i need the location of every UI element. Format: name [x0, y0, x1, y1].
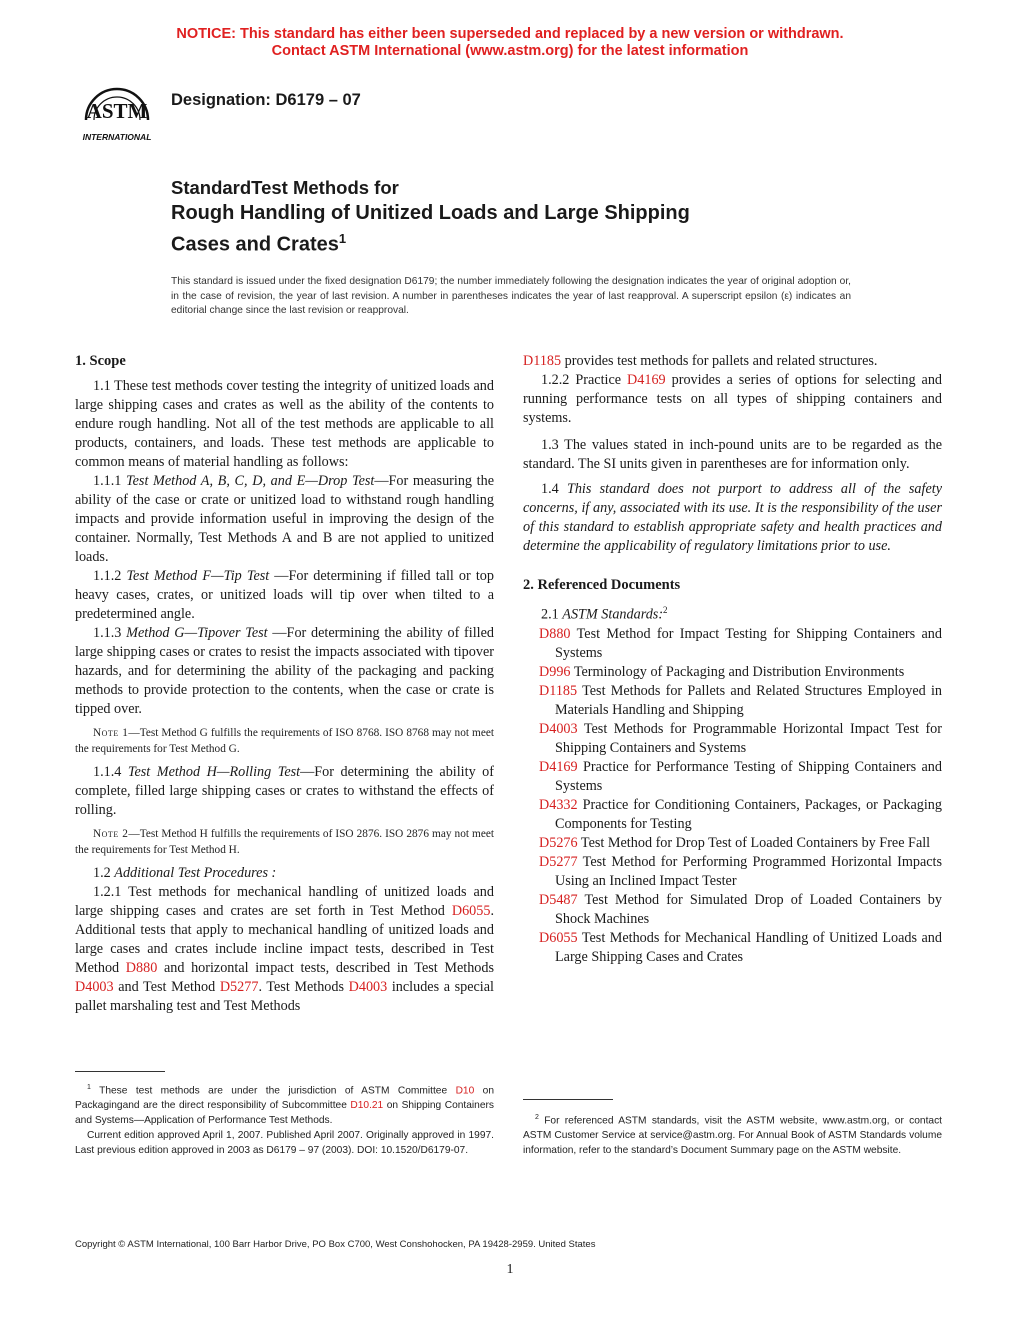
ref-link-d5277[interactable]: D5277	[219, 979, 259, 995]
para-1-2-2	[523, 371, 942, 428]
para-1-2-1-part-e: . Test Methods	[258, 979, 349, 995]
footnote-1-mark: 1	[87, 1084, 91, 1091]
note-1-label: Note 1	[93, 727, 129, 739]
ref-link-d4003[interactable]: D4003	[348, 979, 388, 995]
title-line-2: Rough Handling of Unitized Loads and Large Shipping	[171, 202, 690, 224]
para-1-1-3	[75, 624, 494, 719]
notice-line-1: NOTICE: This standard has either been superseded and replaced by a new version or withdrawn.	[176, 26, 844, 42]
reference-item	[523, 720, 942, 758]
para-1-1-2	[75, 567, 494, 624]
para-1-1-3-num: 1.1.3	[93, 625, 127, 641]
logo-letters: ASTM	[86, 99, 148, 123]
para-2-1-footnote-mark: 2	[663, 605, 668, 615]
para-1-2-num: 1.2	[93, 865, 115, 881]
section-2-heading: 2. Referenced Documents	[523, 577, 681, 593]
document-title	[171, 176, 871, 258]
para-1-2-1	[75, 883, 494, 1016]
para-1-1-2-text: —For determining if filled tall or top heavy cases, crates, or unitized loads will tip over when tilted to a predetermined angle.	[75, 568, 494, 622]
para-1-1-1-title: Test Method A, B, C, D, and E—Drop Test	[126, 473, 375, 489]
para-2-1-num: 2.1	[541, 606, 563, 623]
para-1-1-4-text: —For determining the ability of complete, filled large shipping cases or crates to withstand the effects of rolling.	[75, 764, 494, 818]
para-1-1-2-title: Test Method F—Tip Test	[126, 568, 270, 584]
ref-title: Test Method for Simulated Drop of Loaded Containers by Shock Machines	[555, 891, 942, 927]
reference-item	[523, 663, 942, 682]
ref-title: Test Methods for Pallets and Related Structures Employed in Materials Handling and Shipping	[555, 682, 942, 718]
footnote-rule-left	[75, 1071, 165, 1072]
designation: Designation: D6179 – 07	[171, 91, 361, 109]
title-line-3	[171, 226, 871, 258]
ref-title: Practice for Performance Testing of Shipping Containers and Systems	[555, 758, 942, 794]
para-2-1	[523, 601, 942, 625]
note-2-label: Note 2	[93, 828, 129, 840]
ref-code-link[interactable]: D6055	[539, 929, 578, 946]
ref-code-link[interactable]: D996	[539, 663, 571, 680]
ref-code-link[interactable]: D5277	[539, 853, 578, 870]
astm-logo-graphic	[74, 74, 160, 146]
para-1-1-1-num: 1.1.1	[93, 473, 127, 489]
para-1-1-4	[75, 763, 494, 820]
para-1-2	[75, 864, 494, 883]
footnote-2	[523, 1111, 942, 1159]
para-1-4	[523, 480, 942, 556]
footnote-1-para-2: Current edition approved April 1, 2007. Published April 2007. Originally approved in 1997. Last previous edition approved in 2003 as D6179 – 97 (2003). DOI: 10.1520/D6179-07.	[75, 1129, 494, 1156]
note-1	[75, 725, 494, 757]
reference-item	[523, 625, 942, 663]
note-1-text: —Test Method G fulfills the requirements of ISO 8768. ISO 8768 may not meet the requirements for Test Method G.	[75, 727, 494, 755]
ref-link-d10[interactable]: D10	[455, 1085, 475, 1097]
ref-link-d880[interactable]: D880	[125, 960, 158, 976]
ref-link-d1185[interactable]: D1185	[523, 353, 562, 369]
note-2	[75, 826, 494, 858]
ref-title: Test Methods for Mechanical Handling of Unitized Loads and Large Shipping Cases and Crates	[555, 929, 942, 965]
para-1-1-4-num: 1.1.4	[93, 764, 128, 780]
notice-line-2: Contact ASTM International (www.astm.org) for the latest information	[271, 43, 749, 59]
reference-item	[523, 929, 942, 967]
ref-title: Test Method for Performing Programmed Horizontal Impacts Using an Inclined Impact Tester	[555, 853, 942, 889]
logo-subtext: INTERNATIONAL	[82, 132, 152, 142]
reference-item	[523, 796, 942, 834]
title-line-1: StandardTest Methods for	[171, 177, 399, 198]
note-2-text: —Test Method H fulfills the requirements of ISO 2876. ISO 2876 may not meet the requirements for Test Method H.	[75, 828, 494, 856]
ref-code-link[interactable]: D5276	[539, 834, 578, 851]
footnote-2-text: For referenced ASTM standards, visit the ASTM website, www.astm.org, or contact ASTM Customer Service at service@astm.org. For Annual Book of ASTM Standards volume information, refer to the standard’s Document Summary page on the ASTM website.	[523, 1115, 942, 1156]
ref-code-link[interactable]: D4169	[539, 758, 578, 775]
reference-item	[523, 891, 942, 929]
para-1-2-2-part-a: 1.2.2 Practice	[541, 372, 628, 388]
para-1-2-title: Additional Test Procedures :	[114, 865, 277, 881]
reference-item	[523, 682, 942, 720]
ref-title: Test Method for Impact Testing for Shipping Containers and Systems	[555, 625, 942, 661]
ref-title: Test Method for Drop Test of Loaded Containers by Free Fall	[577, 834, 931, 851]
para-1-2-1-part-g: provides test methods for pallets and related structures.	[561, 353, 878, 369]
para-1-1-1	[75, 472, 494, 567]
right-column	[523, 352, 942, 967]
copyright-line: Copyright © ASTM International, 100 Barr Harbor Drive, PO Box C700, West Conshohocken, PA 19428-2959. United States	[75, 1239, 596, 1250]
para-1-3: 1.3 The values stated in inch-pound units are to be regarded as the standard. The SI units given in parentheses are for information only.	[523, 437, 942, 472]
footnote-1-part-a: These test methods are under the jurisdiction of ASTM Committee	[90, 1085, 456, 1097]
ref-link-d4169[interactable]: D4169	[627, 372, 666, 388]
ref-code-link[interactable]: D4003	[539, 720, 578, 737]
para-1-2-2-part-b: provides a series of options for selecting and running performance tests on all types of shipping containers and systems.	[523, 372, 943, 426]
ref-title: Practice for Conditioning Containers, Packages, or Packaging Components for Testing	[555, 796, 942, 832]
ref-code-link[interactable]: D5487	[539, 891, 578, 908]
para-1-1: 1.1 These test methods cover testing the integrity of unitized loads and large shipping cases and crates as well as the ability of the contents to endure rough handling. Not all of the test methods are applicable to all products, containers, and loads. These test methods are applicable to common means of material handling as follows:	[75, 378, 494, 470]
ref-title: Test Methods for Programmable Horizontal Impact Test for Shipping Containers and Systems	[555, 720, 942, 756]
footnote-1-para-1	[75, 1081, 494, 1129]
footnote-1-part-b: on Packagingand are the direct responsibility of Subcommittee	[75, 1085, 495, 1112]
astm-logo	[74, 74, 160, 146]
para-1-4-num: 1.4	[541, 481, 567, 497]
footnote-1	[75, 1081, 494, 1158]
para-1-1-2-num: 1.1.2	[93, 568, 127, 584]
ref-code-link[interactable]: D1185	[539, 682, 578, 699]
section-1-heading: 1. Scope	[75, 353, 126, 369]
ref-code-link[interactable]: D4332	[539, 796, 578, 813]
ref-link-d4003[interactable]: D4003	[75, 979, 114, 995]
para-1-2-1-part-d: and Test Method	[113, 979, 220, 995]
footnote-1-part-c: on Shipping Containers and Systems—Application of Performance Test Methods.	[75, 1100, 494, 1126]
footnote-rule-right	[523, 1099, 613, 1100]
ref-link-d10-21[interactable]: D10.21	[350, 1100, 384, 1112]
page-number: 1	[506, 1262, 514, 1277]
title-line-3-text: Cases and Crates	[171, 233, 339, 256]
reference-item	[523, 834, 942, 853]
ref-code-link[interactable]: D880	[539, 625, 571, 642]
para-1-1-1-text: —For measuring the ability of the case or crate or unitized load to withstand rough handling impacts and provide information useful in improving the design of the container. Normally, Test Methods A and B are not applied to unitized loads.	[75, 473, 495, 565]
para-1-2-1-continued	[523, 352, 942, 371]
para-1-1-4-title: Test Method H—Rolling Test	[127, 764, 301, 780]
para-1-4-text: This standard does not purport to address all of the safety concerns, if any, associated with its use. It is the responsibility of the user of this standard to establish appropriate safety and health practices and determine the applicability of regulatory limitations prior to use.	[523, 481, 942, 554]
para-1-1-3-title: Method G—Tipover Test	[126, 625, 268, 641]
supersede-notice	[0, 26, 1020, 60]
title-footnote-mark: 1	[338, 231, 347, 246]
para-1-1-3-text: —For determining the ability of filled large shipping cases or crates to resist the impacts associated with tipover hazards, and for determining the ability of the packaging and packing methods to provide protection to the contents, when the case or crate is tipped over.	[75, 625, 495, 717]
left-column	[75, 352, 494, 1016]
para-1-2-1-part-b: . Additional tests that apply to mechanical handling of unitized loads and large cases and crates include incline impact tests, described in Test Method	[75, 903, 494, 976]
issuance-statement: This standard is issued under the fixed designation D6179; the number immediately following the designation indicates the year of original adoption or, in the case of revision, the year of last revision. A number in parentheses indicates the year of last reapproval. A superscript epsilon (ε) indicates an editorial change since the last revision or reapproval.	[171, 276, 851, 317]
para-1-2-1-part-a: 1.2.1 Test methods for mechanical handling of unitized loads and large shipping cases and crates are set forth in Test Method	[75, 884, 494, 919]
footnote-2-mark: 2	[535, 1114, 539, 1121]
reference-list	[523, 625, 942, 967]
footnote-2-para	[523, 1111, 942, 1159]
ref-link-d6055[interactable]: D6055	[451, 903, 491, 919]
reference-item	[523, 853, 942, 891]
ref-title: Terminology of Packaging and Distribution Environments	[570, 663, 905, 680]
para-1-2-1-part-c: and horizontal impact tests, described in Test Methods	[157, 960, 494, 976]
para-1-2-1-part-f: includes a special pallet marshaling test and Test Methods	[75, 979, 494, 1014]
para-2-1-title: ASTM Standards:	[562, 606, 664, 623]
reference-item	[523, 758, 942, 796]
